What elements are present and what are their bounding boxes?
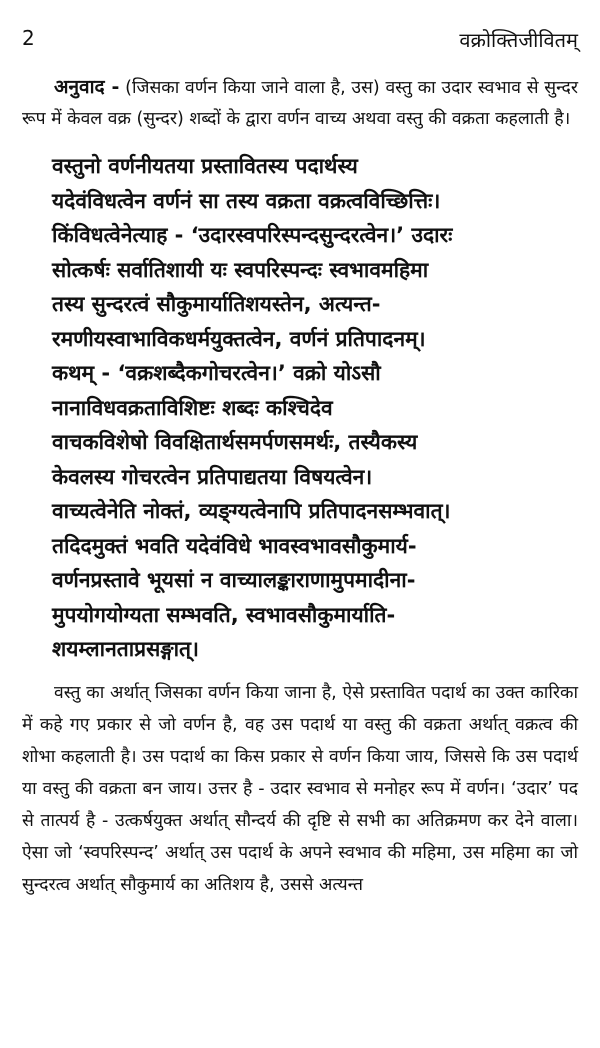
explanation-paragraph: वस्तु का अर्थात् जिसका वर्णन किया जाना है, ऐसे प्रस्तावित पदार्थ का उक्त कारिका में कहे गए प्रकार से जो वर्णन है, वह उस पदार्थ या वस्तु की वक्रता अर्थात् वक्रत्व की शोभा कहलाती है। उस पदार्थ का किस प्रकार से वर्णन किया जाय, जिससे कि उस पदार्थ या वस्तु की वक्रता बन जाय। उत्तर है - उदार स्वभाव से मनोहर रूप में वर्णन। ‘उदार’ पद से तात्पर्य है - उत्कर्षयुक्त अर्थात् सौन्दर्य की दृष्टि से सभी का अतिक्रमण कर देने वाला। ऐसा जो ‘स्वपरिस्पन्द’ अर्थात् उस पदार्थ के अपने स्वभाव की महिमा, उस महिमा का जो सुन्दरत्व अर्थात् सौकुमार्य का अतिशय है, उससे अत्यन्त — [22, 682, 578, 895]
commentary-line: शयम्लानताप्रसङ्गात्। — [52, 637, 199, 661]
commentary-line: मुपयोगयोग्यता सम्भवति, स्वभावसौकुमार्याति- — [52, 602, 396, 627]
page-content — [22, 72, 578, 901]
page-header — [22, 26, 578, 58]
commentary-line: तस्य सुन्दरत्वं सौकुमार्यातिशयस्तेन, अत्यन्त- — [52, 292, 381, 316]
commentary-line: वर्णनप्रस्तावे भूयसां न वाच्यालङ्काराणामुपमादीना- — [52, 568, 416, 592]
commentary-line: कथम् - ‘वक्रशब्दैकगोचरत्वेन।’ वक्रो योऽसौ — [52, 361, 381, 385]
translation-label: अनुवाद - — [54, 76, 120, 98]
commentary-line: यदेवंविधत्वेन वर्णनं सा तस्य वक्रता वक्रत्वविच्छित्तिः। — [52, 188, 441, 213]
commentary-line: किंविधत्वेनेत्याह - ‘उदारस्वपरिस्पन्दसुन्दरत्वेन।’ उदारः — [52, 223, 453, 247]
commentary-line: सोत्कर्षः सर्वातिशायी यः स्वपरिस्पन्दः स्वभावमहिमा — [52, 257, 429, 282]
commentary-line: वाचकविशेषो विवक्षितार्थसमर्पणसमर्थः, तस्यैकस्य — [52, 430, 418, 454]
commentary-line: रमणीयस्वाभाविकधर्मयुक्तत्वेन, वर्णनं प्रतिपादनम्। — [52, 326, 426, 351]
commentary-line: नानाविधवक्रताविशिष्टः शब्दः कश्चिदेव — [52, 395, 333, 420]
running-title: वक्रोक्तिजीवितम् — [459, 28, 578, 52]
sanskrit-commentary — [22, 149, 578, 667]
commentary-line: वस्तुनो वर्णनीयतया प्रस्तावितस्य पदार्थस्य — [52, 154, 358, 178]
page-number: 2 — [22, 26, 35, 50]
commentary-line: तदिदमुक्तं भवति यदेवंविधे भावस्वभावसौकुमार्य- — [52, 533, 417, 558]
commentary-line: केवलस्य गोचरत्वेन प्रतिपाद्यतया विषयत्वेन। — [52, 464, 373, 489]
commentary-line: वाच्यत्वेनेति नोक्तं, व्यङ्ग्यत्वेनापि प्रतिपादनसम्भवात्। — [52, 499, 451, 523]
translation-paragraph — [22, 72, 578, 135]
translation-text: (जिसका वर्णन किया जाने वाला है, उस) वस्तु का उदार स्वभाव से सुन्दर रूप में केवल वक्र (सुन्दर) शब्दों के द्वारा वर्णन वाच्य अथवा वस्तु की वक्रता कहलाती है। — [22, 78, 578, 129]
